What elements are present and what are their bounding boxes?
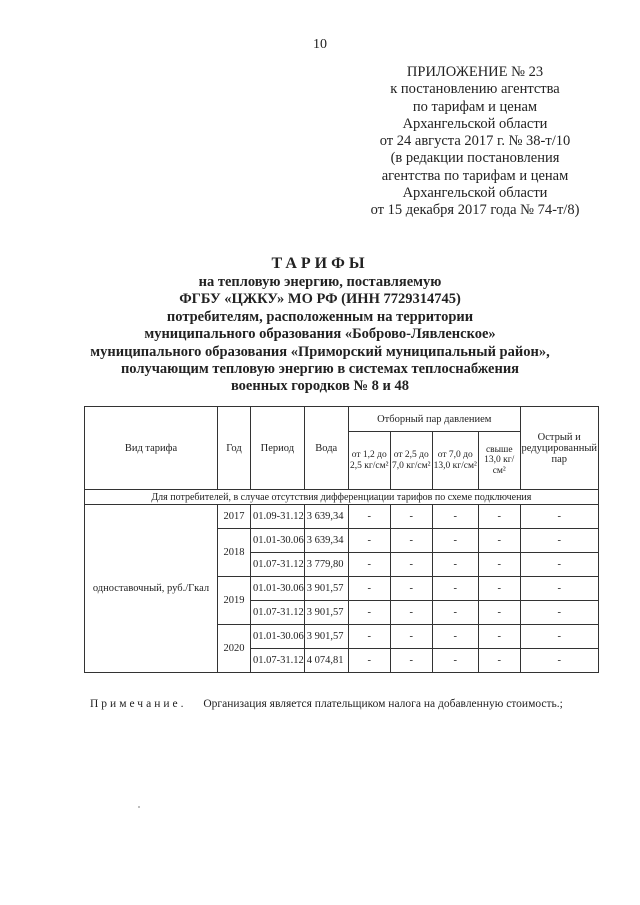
appendix-line: ПРИЛОЖЕНИЕ № 23 <box>406 64 544 80</box>
period-cell: 01.09-31.12 <box>251 505 305 529</box>
note <box>90 698 610 710</box>
sharp-steam-cell: - <box>520 529 598 553</box>
pressure-cell: - <box>478 553 520 577</box>
header-pressure-range: от 2,5 до 7,0 кг/см² <box>390 432 432 490</box>
pressure-cell: - <box>478 505 520 529</box>
period-cell: 01.01-30.06 <box>251 577 305 601</box>
period-cell: 01.07-31.12 <box>251 601 305 625</box>
pressure-cell: - <box>478 625 520 649</box>
page-number: 10 <box>313 37 327 52</box>
sharp-steam-cell: - <box>520 577 598 601</box>
appendix-line: (в редакции постановления <box>390 150 560 167</box>
header-water: Вода <box>304 407 348 490</box>
pressure-cell: - <box>390 505 432 529</box>
pressure-cell: - <box>390 601 432 625</box>
pressure-cell: - <box>390 529 432 553</box>
appendix-line: от 15 декабря 2017 года № 74-т/8) <box>370 202 580 219</box>
pressure-cell: - <box>348 625 390 649</box>
pressure-cell: - <box>478 649 520 673</box>
pressure-cell: - <box>390 553 432 577</box>
header-pressure-range: от 7,0 до 13,0 кг/см² <box>432 432 478 490</box>
pressure-cell: - <box>432 625 478 649</box>
title-line: на тепловую энергию, поставляемую <box>198 274 442 290</box>
document-title <box>50 254 590 396</box>
appendix-line: Архангельской области <box>402 115 548 132</box>
water-cell: 3 901,57 <box>304 577 348 601</box>
pressure-cell: - <box>390 649 432 673</box>
pressure-cell: - <box>390 625 432 649</box>
pressure-cell: - <box>348 505 390 529</box>
pressure-cell: - <box>432 577 478 601</box>
title-line: военных городков № 8 и 48 <box>230 378 410 395</box>
scan-speck <box>138 806 140 808</box>
appendix-line: Архангельской области <box>402 185 548 202</box>
water-cell: 3 779,80 <box>304 553 348 577</box>
pressure-cell: - <box>348 649 390 673</box>
pressure-cell: - <box>432 505 478 529</box>
header-pressure-range: от 1,2 до 2,5 кг/см² <box>348 432 390 490</box>
note-label: Примечание. <box>90 698 187 710</box>
appendix-line: агентства по тарифам и ценам <box>381 167 569 184</box>
period-cell: 01.01-30.06 <box>251 625 305 649</box>
title-line: получающим тепловую энергию в системах теплоснабжения <box>120 361 520 378</box>
header-pressure-range: свыше 13,0 кг/см² <box>478 432 520 490</box>
water-cell: 4 074,81 <box>304 649 348 673</box>
year-cell: 2020 <box>218 625 251 673</box>
year-cell: 2017 <box>218 505 251 529</box>
section-label: Для потребителей, в случае отсутствия дифференциации тарифов по схеме подключения <box>85 490 599 505</box>
sharp-steam-cell: - <box>520 505 598 529</box>
water-cell: 3 901,57 <box>304 625 348 649</box>
sharp-steam-cell: - <box>520 553 598 577</box>
appendix-line: к постановлению агентства <box>390 81 560 98</box>
water-cell: 3 639,34 <box>304 505 348 529</box>
header-year: Год <box>218 407 251 490</box>
pressure-cell: - <box>348 601 390 625</box>
header-tariff-type: Вид тарифа <box>85 407 218 490</box>
year-cell: 2019 <box>218 577 251 625</box>
sharp-steam-cell: - <box>520 625 598 649</box>
tariff-table <box>84 406 599 673</box>
pressure-cell: - <box>432 553 478 577</box>
pressure-cell: - <box>478 577 520 601</box>
appendix-line: по тарифам и ценам <box>412 98 538 115</box>
appendix-line: от 24 августа 2017 г. № 38-т/10 <box>379 133 571 150</box>
tariff-type-cell: одноставочный, руб./Гкал <box>85 505 218 673</box>
pressure-cell: - <box>348 553 390 577</box>
pressure-cell: - <box>390 577 432 601</box>
water-cell: 3 901,57 <box>304 601 348 625</box>
period-cell: 01.07-31.12 <box>251 649 305 673</box>
title-line: потребителям, расположенным на территории <box>166 308 474 325</box>
pressure-cell: - <box>432 649 478 673</box>
header-extraction-steam: Отборный пар давлением <box>348 407 520 432</box>
title-main: ТАРИФЫ <box>271 255 369 272</box>
note-text: Организация является плательщиком налога на добавленную стоимость.; <box>203 698 563 710</box>
header-period: Период <box>251 407 305 490</box>
pressure-cell: - <box>432 601 478 625</box>
title-line: муниципального образования «Приморский муниципальный район», <box>90 343 550 360</box>
water-cell: 3 639,34 <box>304 529 348 553</box>
pressure-cell: - <box>348 529 390 553</box>
pressure-cell: - <box>478 529 520 553</box>
period-cell: 01.07-31.12 <box>251 553 305 577</box>
header-sharp-steam: Острый и редуцированный пар <box>520 407 598 490</box>
title-line: ФГБУ «ЦЖКУ» МО РФ (ИНН 7729314745) <box>179 291 461 308</box>
table-row <box>85 505 599 529</box>
title-line: муниципального образования «Боброво-Лявленское» <box>144 326 496 343</box>
pressure-cell: - <box>348 577 390 601</box>
pressure-cell: - <box>432 529 478 553</box>
period-cell: 01.01-30.06 <box>251 529 305 553</box>
sharp-steam-cell: - <box>520 601 598 625</box>
year-cell: 2018 <box>218 529 251 577</box>
appendix-header <box>330 64 620 220</box>
pressure-cell: - <box>478 601 520 625</box>
sharp-steam-cell: - <box>520 649 598 673</box>
